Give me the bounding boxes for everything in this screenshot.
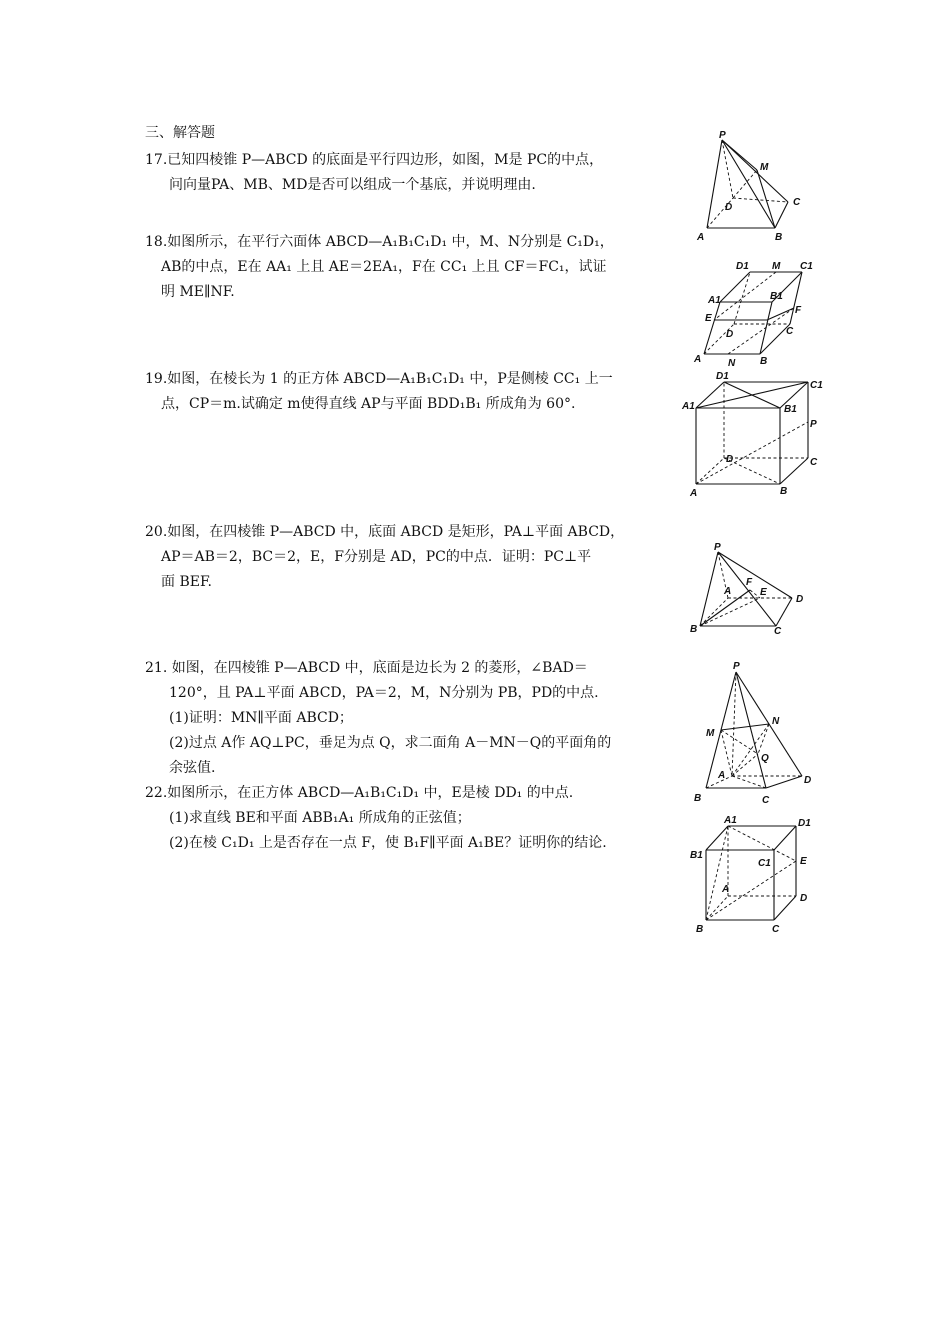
fig22-label-C1: C1	[758, 858, 771, 869]
fig19-label-C: C	[810, 457, 818, 468]
fig18-label-B: B	[760, 356, 768, 367]
fig17-label-M: M	[760, 162, 769, 173]
fig18-label-D1: D1	[736, 261, 749, 272]
fig17-label-C: C	[793, 197, 801, 208]
fig21-label-M: M	[706, 728, 715, 739]
fig21-label-P: P	[733, 661, 740, 672]
fig22-label-C: C	[772, 924, 780, 935]
figure-17	[695, 128, 815, 243]
problem-21-line5: 余弦值.	[169, 760, 216, 776]
fig20-label-D: D	[796, 594, 804, 605]
fig18-label-A1: A1	[708, 295, 721, 306]
problem-19-line1: 19.如图，在棱长为 1 的正方体 ABCD—A₁B₁C₁D₁ 中，P是侧棱 CC₁ 上一	[145, 371, 613, 387]
fig17-label-B: B	[775, 232, 783, 243]
fig19-label-B1: B1	[784, 404, 797, 415]
fig22-label-A1: A1	[724, 815, 737, 826]
fig18-label-N: N	[728, 358, 736, 369]
problem-21-line4: (2)过点 A作 AQ⊥PC，垂足为点 Q，求二面角 A－MN－Q的平面角的	[169, 735, 612, 751]
fig22-label-D1: D1	[798, 818, 811, 829]
problem-17-line2: 问向量PA、MB、MD是否可以组成一个基底，并说明理由.	[169, 177, 536, 193]
fig20-label-A: A	[724, 586, 732, 597]
problem-18-line1: 18.如图所示，在平行六面体 ABCD—A₁B₁C₁D₁ 中，M、N分别是 C₁D₁，	[145, 234, 614, 250]
fig21-label-Q: Q	[761, 753, 769, 764]
problem-20	[145, 520, 685, 595]
problem-20-line1: 20.如图，在四棱锥 P—ABCD 中，底面 ABCD 是矩形，PA⊥平面 ABCD，	[145, 524, 625, 540]
section-title: 三、解答题	[145, 125, 215, 141]
fig21-label-A: A	[718, 770, 726, 781]
problem-21-line3: (1)证明：MN∥平面 ABCD；	[169, 710, 353, 726]
fig18-label-C: C	[786, 326, 794, 337]
figure-21	[688, 658, 818, 806]
problem-18-line3: 明 ME∥NF.	[161, 284, 235, 300]
fig22-label-B1: B1	[690, 850, 703, 861]
fig21-label-D: D	[804, 775, 812, 786]
fig19-label-D: D	[726, 454, 734, 465]
fig21-label-N: N	[772, 716, 780, 727]
figure-18	[690, 258, 820, 368]
fig20-label-E: E	[760, 587, 767, 598]
fig19-label-P: P	[810, 419, 817, 430]
fig20-label-C: C	[774, 626, 782, 637]
problem-21-line2: 120°，且 PA⊥平面 ABCD，PA＝2，M，N分别为 PB，PD的中点.	[169, 685, 599, 701]
fig22-label-B: B	[696, 924, 704, 935]
fig20-label-B: B	[690, 624, 698, 635]
fig18-label-F: F	[795, 305, 802, 316]
fig19-label-B: B	[780, 486, 788, 497]
fig18-label-E: E	[705, 313, 712, 324]
problem-20-line3: 面 BEF.	[161, 574, 212, 590]
fig20-label-F: F	[746, 577, 753, 588]
fig17-label-D: D	[725, 202, 733, 213]
problem-18	[145, 230, 685, 305]
fig17-label-A: A	[697, 232, 705, 243]
fig18-label-C1: C1	[800, 261, 813, 272]
problem-19	[145, 367, 685, 417]
problem-22-line3: (2)在棱 C₁D₁ 上是否存在一点 F，使 B₁F∥平面 A₁BE？证明你的结论.	[169, 835, 607, 851]
fig19-label-A: A	[690, 488, 698, 499]
fig19-label-D1: D1	[716, 371, 729, 382]
figure-20	[688, 540, 818, 635]
fig22-label-A: A	[722, 884, 730, 895]
problem-19-line2: 点，CP＝m.试确定 m使得直线 AP与平面 BDD₁B₁ 所成角为 60°.	[161, 396, 576, 412]
fig19-label-C1: C1	[810, 380, 823, 391]
fig19-label-A1: A1	[682, 401, 695, 412]
problem-22-line1: 22.如图所示，在正方体 ABCD—A₁B₁C₁D₁ 中，E是棱 DD₁ 的中点.	[145, 785, 574, 801]
problem-22-line2: (1)求直线 BE和平面 ABB₁A₁ 所成角的正弦值；	[169, 810, 471, 826]
problem-20-line2: AP＝AB＝2，BC＝2，E，F分别是 AD，PC的中点．证明：PC⊥平	[161, 549, 592, 565]
fig21-label-B: B	[694, 793, 702, 804]
problem-18-line2: AB的中点，E在 AA₁ 上且 AE＝2EA₁，F在 CC₁ 上且 CF＝FC₁，试证	[161, 259, 607, 275]
problem-21-line1: 21. 如图，在四棱锥 P—ABCD 中，底面是边长为 2 的菱形，∠BAD＝	[145, 660, 588, 676]
figure-19	[680, 368, 830, 498]
fig22-label-D: D	[800, 893, 808, 904]
figure-22	[688, 812, 818, 936]
fig21-label-C: C	[762, 795, 770, 806]
problem-17	[145, 148, 685, 198]
problem-17-line1: 17.已知四棱锥 P—ABCD 的底面是平行四边形，如图，M是 PC的中点，	[145, 152, 604, 168]
problem-21	[145, 656, 685, 856]
fig18-label-B1: B1	[770, 291, 783, 302]
fig20-label-P: P	[714, 542, 721, 553]
fig18-label-D: D	[726, 329, 734, 340]
fig22-label-E: E	[800, 856, 807, 867]
fig17-label-P: P	[719, 130, 726, 141]
fig18-label-A: A	[694, 354, 702, 365]
fig18-label-M: M	[772, 261, 781, 272]
